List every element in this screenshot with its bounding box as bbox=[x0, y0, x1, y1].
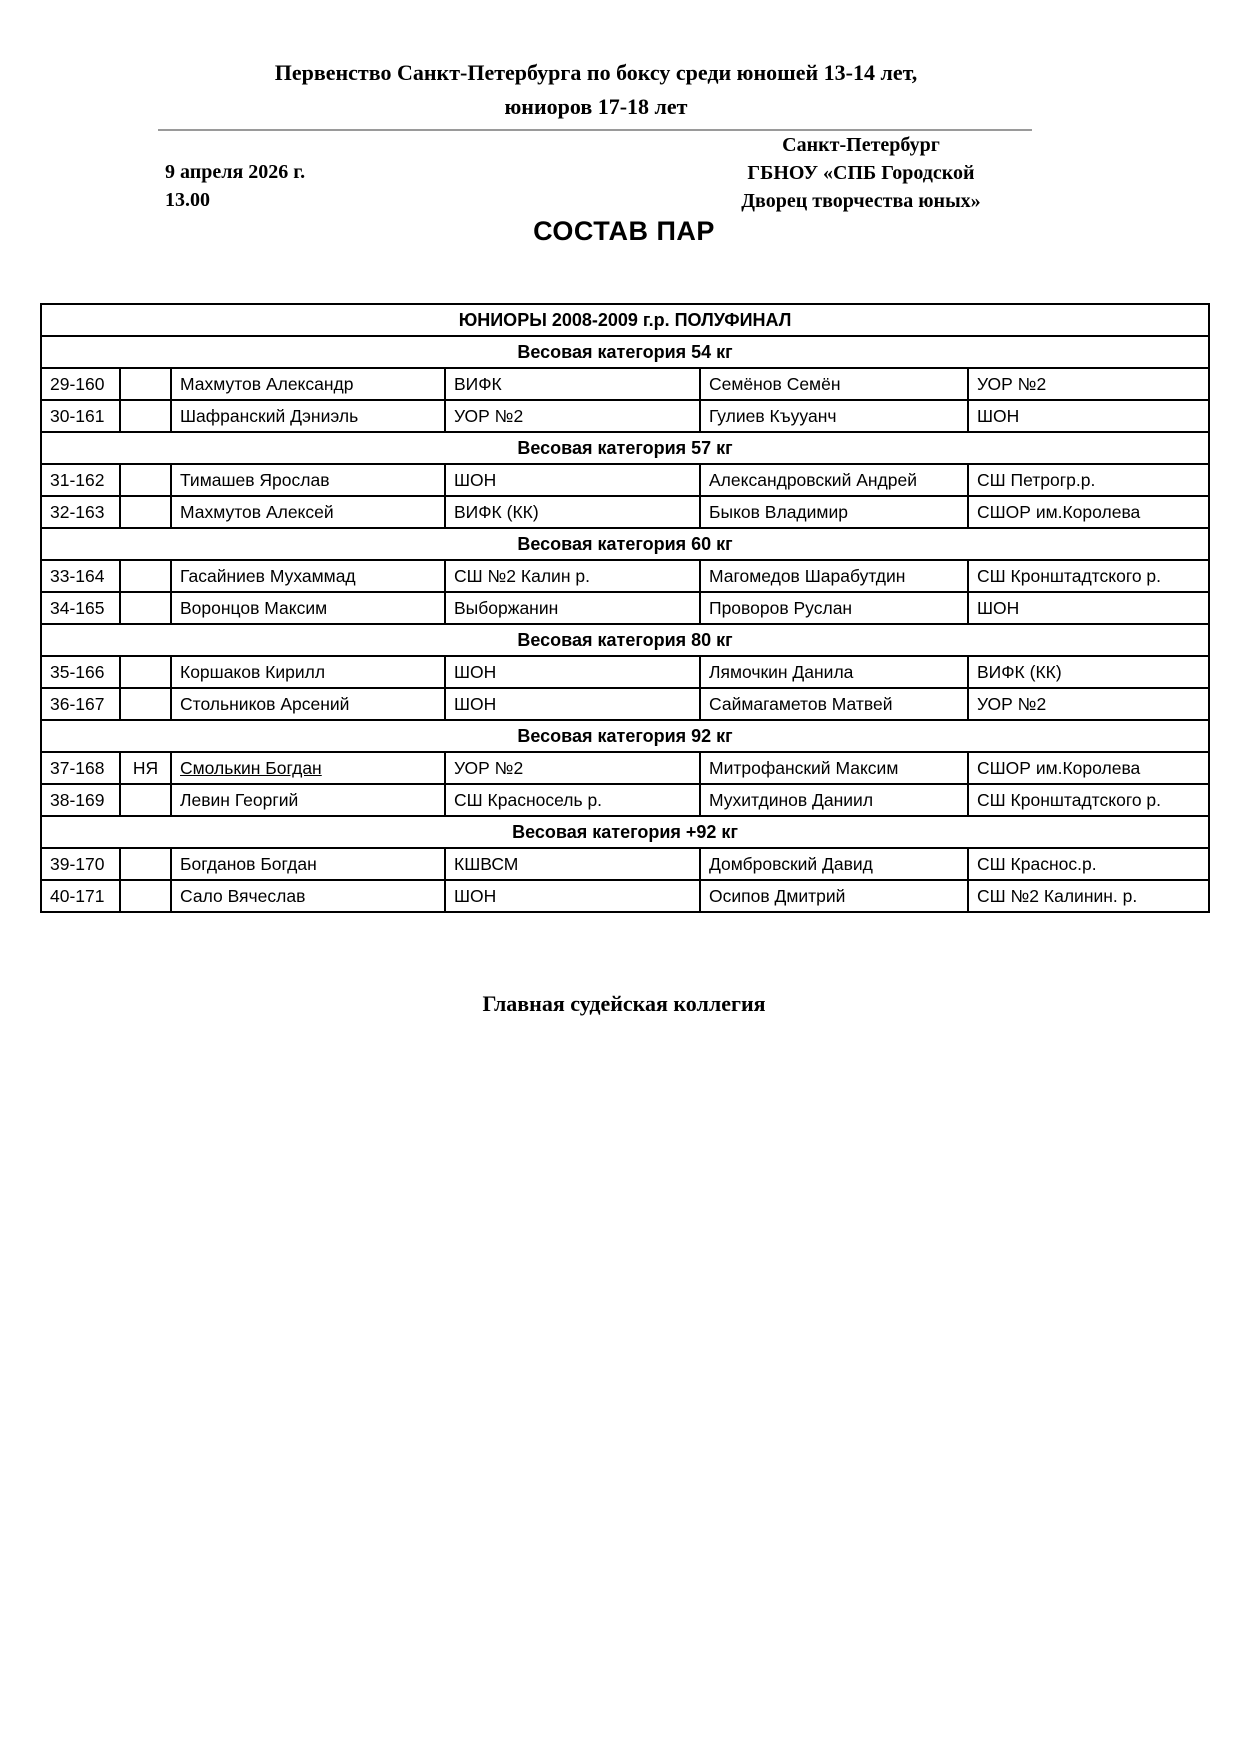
red-corner-name-cell: Стольников Арсений bbox=[171, 688, 445, 720]
red-corner-name-cell: Сало Вячеслав bbox=[171, 880, 445, 912]
blue-corner-name-cell: Магомедов Шарабутдин bbox=[700, 560, 968, 592]
status-flag-cell bbox=[120, 592, 171, 624]
blue-corner-club-cell: СШ Кронштадтского р. bbox=[968, 560, 1209, 592]
pair-number-cell: 37-168 bbox=[41, 752, 120, 784]
table-row-pair bbox=[41, 880, 1209, 912]
status-flag-cell bbox=[120, 368, 171, 400]
red-corner-club-cell: Выборжанин bbox=[445, 592, 700, 624]
weight-category-cell: Весовая категория 54 кг bbox=[41, 336, 1209, 368]
pair-number-cell: 31-162 bbox=[41, 464, 120, 496]
event-venue-line2: Дворец творчества юных» bbox=[741, 190, 981, 212]
table-row-pair bbox=[41, 400, 1209, 432]
tournament-title-line1: Первенство Санкт-Петербурга по боксу среди юношей 13-14 лет, bbox=[274, 60, 918, 85]
red-corner-club-cell: УОР №2 bbox=[445, 752, 700, 784]
blue-corner-club-cell: СШ Кронштадтского р. bbox=[968, 784, 1209, 816]
blue-corner-club-cell: СШ Петрогр.р. bbox=[968, 464, 1209, 496]
status-flag-cell bbox=[120, 496, 171, 528]
blue-corner-club-cell: ШОН bbox=[968, 592, 1209, 624]
table-row-section-title bbox=[41, 304, 1209, 336]
red-corner-club-cell: ВИФК (КК) bbox=[445, 496, 700, 528]
status-flag-cell bbox=[120, 656, 171, 688]
red-corner-club-cell: ШОН bbox=[445, 656, 700, 688]
red-corner-name-cell: Махмутов Александр bbox=[171, 368, 445, 400]
table-row-pair bbox=[41, 752, 1209, 784]
table-row-weight-category bbox=[41, 624, 1209, 656]
status-flag-cell bbox=[120, 464, 171, 496]
blue-corner-name-cell: Осипов Дмитрий bbox=[700, 880, 968, 912]
red-corner-club-cell: ШОН bbox=[445, 880, 700, 912]
table-row-pair bbox=[41, 560, 1209, 592]
table-row-pair bbox=[41, 368, 1209, 400]
red-corner-club-cell: КШВСМ bbox=[445, 848, 700, 880]
red-corner-club-cell: ШОН bbox=[445, 688, 700, 720]
red-corner-club-cell: УОР №2 bbox=[445, 400, 700, 432]
page-title: СОСТАВ ПАР bbox=[533, 216, 715, 246]
weight-category-cell: Весовая категория 80 кг bbox=[41, 624, 1209, 656]
red-corner-club-cell: ВИФК bbox=[445, 368, 700, 400]
blue-corner-name-cell: Митрофанский Максим bbox=[700, 752, 968, 784]
blue-corner-name-cell: Лямочкин Данила bbox=[700, 656, 968, 688]
blue-corner-club-cell: СШОР им.Королева bbox=[968, 752, 1209, 784]
pair-number-cell: 36-167 bbox=[41, 688, 120, 720]
table-row-pair bbox=[41, 496, 1209, 528]
table-row-pair bbox=[41, 688, 1209, 720]
table-row-weight-category bbox=[41, 528, 1209, 560]
blue-corner-club-cell: ВИФК (КК) bbox=[968, 656, 1209, 688]
table-row-weight-category bbox=[41, 816, 1209, 848]
red-corner-name-cell: Шафранский Дэниэль bbox=[171, 400, 445, 432]
blue-corner-name-cell: Быков Владимир bbox=[700, 496, 968, 528]
pair-number-cell: 30-161 bbox=[41, 400, 120, 432]
blue-corner-name-cell: Саймагаметов Матвей bbox=[700, 688, 968, 720]
pair-number-cell: 38-169 bbox=[41, 784, 120, 816]
pair-number-cell: 34-165 bbox=[41, 592, 120, 624]
pairs-table bbox=[40, 303, 1210, 913]
status-flag-cell bbox=[120, 560, 171, 592]
red-corner-club-cell: СШ №2 Калин р. bbox=[445, 560, 700, 592]
table-row-weight-category bbox=[41, 432, 1209, 464]
status-flag-cell bbox=[120, 400, 171, 432]
red-corner-name-cell: Гасайниев Мухаммад bbox=[171, 560, 445, 592]
event-venue-line1: ГБНОУ «СПБ Городской bbox=[747, 162, 975, 184]
blue-corner-club-cell: УОР №2 bbox=[968, 688, 1209, 720]
status-flag-cell: НЯ bbox=[120, 752, 171, 784]
table-row-weight-category bbox=[41, 720, 1209, 752]
red-corner-name-cell-underlined: Смолькин Богдан bbox=[180, 757, 322, 778]
red-corner-name-cell: Воронцов Максим bbox=[171, 592, 445, 624]
table-row-pair bbox=[41, 784, 1209, 816]
red-corner-name-cell bbox=[171, 752, 445, 784]
footer-judges-heading: Главная судейская коллегия bbox=[482, 991, 766, 1016]
status-flag-cell bbox=[120, 688, 171, 720]
event-city: Санкт-Петербург bbox=[782, 134, 940, 156]
blue-corner-name-cell: Александровский Андрей bbox=[700, 464, 968, 496]
event-time: 13.00 bbox=[165, 189, 210, 211]
tournament-title bbox=[160, 56, 1032, 124]
weight-category-cell: Весовая категория 60 кг bbox=[41, 528, 1209, 560]
blue-corner-name-cell: Семёнов Семён bbox=[700, 368, 968, 400]
status-flag-cell bbox=[120, 848, 171, 880]
table-row-pair bbox=[41, 592, 1209, 624]
event-datetime bbox=[165, 158, 305, 214]
blue-corner-name-cell: Домбровский Давид bbox=[700, 848, 968, 880]
status-flag-cell bbox=[120, 784, 171, 816]
table-row-pair bbox=[41, 464, 1209, 496]
blue-corner-club-cell: СШ Краснос.р. bbox=[968, 848, 1209, 880]
pair-number-cell: 39-170 bbox=[41, 848, 120, 880]
status-flag-cell bbox=[120, 880, 171, 912]
pair-number-cell: 35-166 bbox=[41, 656, 120, 688]
pair-number-cell: 40-171 bbox=[41, 880, 120, 912]
blue-corner-name-cell: Гулиев Къууанч bbox=[700, 400, 968, 432]
pair-number-cell: 32-163 bbox=[41, 496, 120, 528]
weight-category-cell: Весовая категория 57 кг bbox=[41, 432, 1209, 464]
pair-number-cell: 29-160 bbox=[41, 368, 120, 400]
table-row-weight-category bbox=[41, 336, 1209, 368]
red-corner-name-cell: Коршаков Кирилл bbox=[171, 656, 445, 688]
blue-corner-name-cell: Проворов Руслан bbox=[700, 592, 968, 624]
section-title-cell: ЮНИОРЫ 2008-2009 г.р. ПОЛУФИНАЛ bbox=[41, 304, 1209, 336]
blue-corner-club-cell: СШОР им.Королева bbox=[968, 496, 1209, 528]
weight-category-cell: Весовая категория 92 кг bbox=[41, 720, 1209, 752]
blue-corner-club-cell: ШОН bbox=[968, 400, 1209, 432]
red-corner-name-cell: Левин Георгий bbox=[171, 784, 445, 816]
event-location bbox=[700, 131, 1022, 215]
red-corner-name-cell: Богданов Богдан bbox=[171, 848, 445, 880]
event-date: 9 апреля 2026 г. bbox=[165, 161, 306, 183]
blue-corner-name-cell: Мухитдинов Даниил bbox=[700, 784, 968, 816]
pair-number-cell: 33-164 bbox=[41, 560, 120, 592]
red-corner-club-cell: ШОН bbox=[445, 464, 700, 496]
blue-corner-club-cell: УОР №2 bbox=[968, 368, 1209, 400]
weight-category-cell: Весовая категория +92 кг bbox=[41, 816, 1209, 848]
table-row-pair bbox=[41, 656, 1209, 688]
blue-corner-club-cell: СШ №2 Калинин. р. bbox=[968, 880, 1209, 912]
red-corner-name-cell: Махмутов Алексей bbox=[171, 496, 445, 528]
tournament-title-line2: юниоров 17-18 лет bbox=[504, 94, 688, 119]
red-corner-name-cell: Тимашев Ярослав bbox=[171, 464, 445, 496]
table-row-pair bbox=[41, 848, 1209, 880]
red-corner-club-cell: СШ Красносель р. bbox=[445, 784, 700, 816]
